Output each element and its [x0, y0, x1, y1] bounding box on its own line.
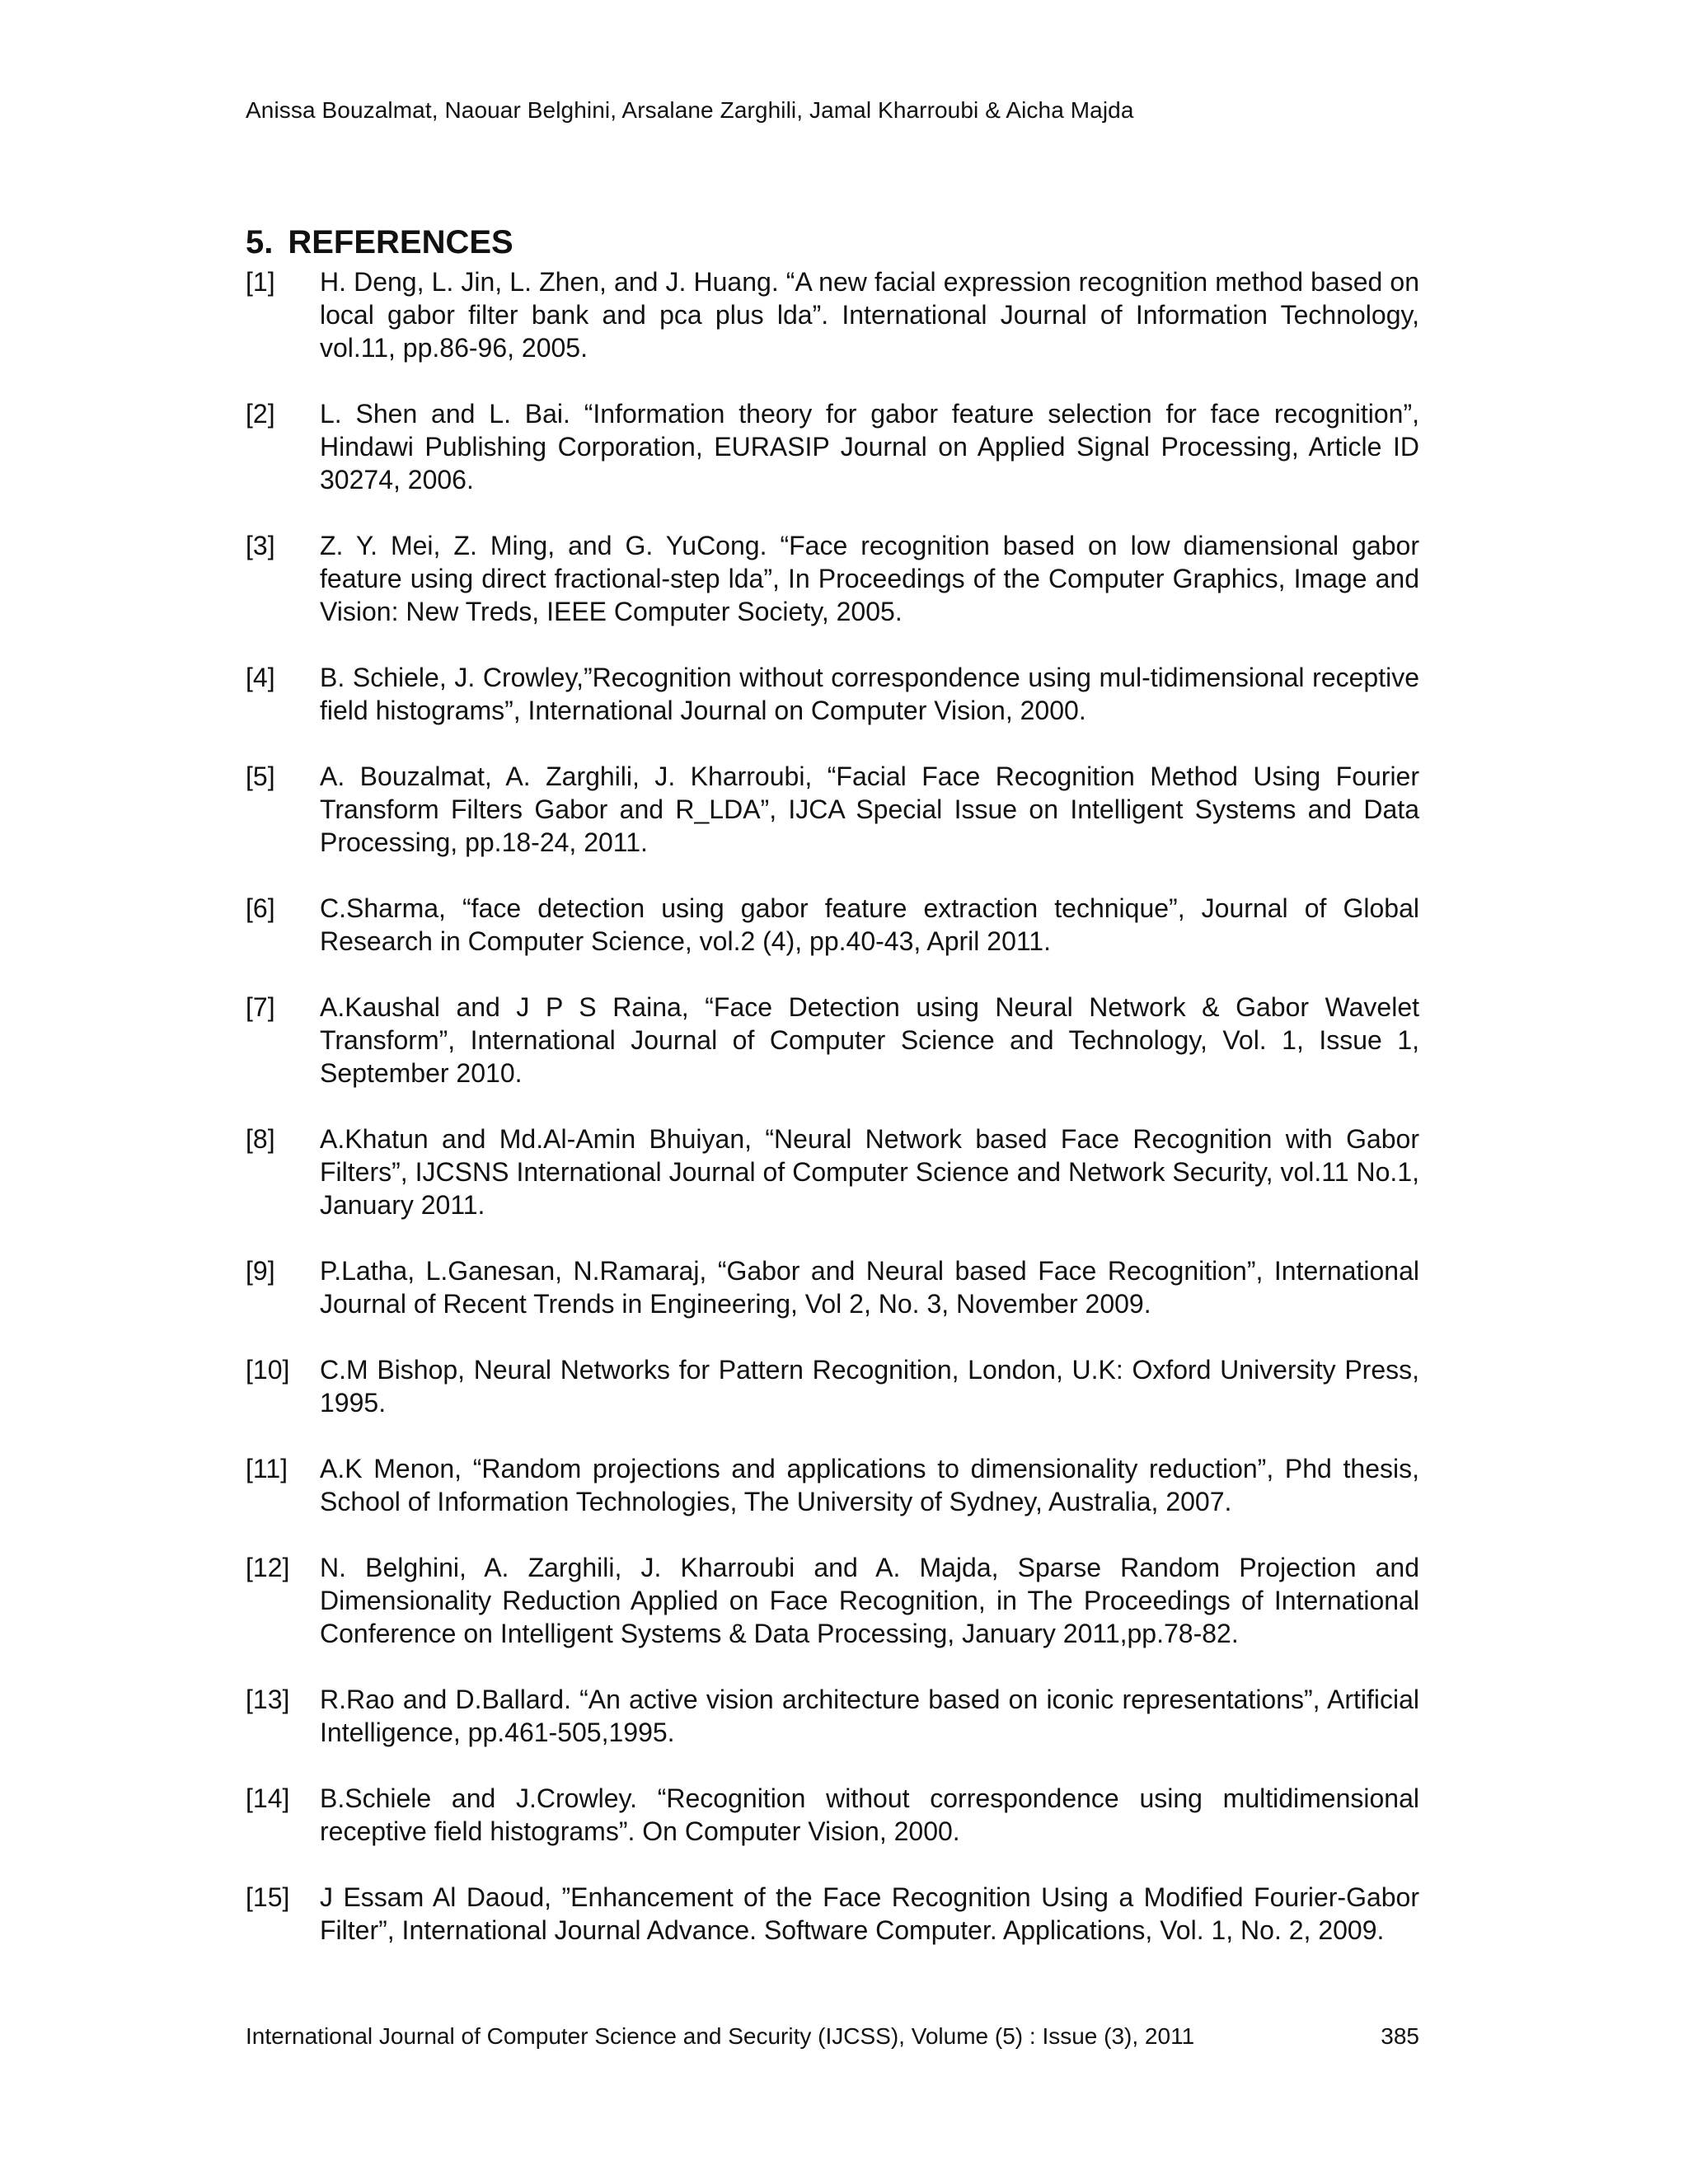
reference-item — [246, 1782, 1419, 1848]
reference-list — [246, 265, 1419, 1980]
reference-text: A. Bouzalmat, A. Zarghili, J. Kharroubi, “Facial Face Recognition Method Using Fourier Transform Filters Gabor and R_LDA”, IJCA Special Issue on Intelligent Systems and Data Processing, pp.18-24, 2011. — [320, 762, 1419, 857]
reference-number: [2] — [246, 399, 275, 429]
reference-number: [7] — [246, 992, 275, 1022]
reference-number: [11] — [246, 1454, 288, 1483]
reference-text: C.M Bishop, Neural Networks for Pattern Recognition, London, U.K: Oxford University Press, 1995. — [320, 1355, 1419, 1418]
reference-text: J Essam Al Daoud, ”Enhancement of the Face Recognition Using a Modified Fourier-Gabor Filter”, International Journal Advance. Software Computer. Applications, Vol. 1, No. 2, 2009. — [320, 1882, 1419, 1945]
reference-item — [246, 1881, 1419, 1947]
reference-item — [246, 760, 1419, 859]
section-title: REFERENCES — [288, 224, 513, 260]
reference-item — [246, 1122, 1419, 1221]
reference-item — [246, 991, 1419, 1090]
reference-item — [246, 1254, 1419, 1320]
running-header-authors: Anissa Bouzalmat, Naouar Belghini, Arsalane Zarghili, Jamal Kharroubi & Aicha Majda — [246, 97, 1134, 123]
reference-item — [246, 1353, 1419, 1419]
reference-number: [3] — [246, 531, 275, 560]
reference-item — [246, 1551, 1419, 1650]
reference-item — [246, 397, 1419, 496]
reference-text: R.Rao and D.Ballard. “An active vision architecture based on iconic representations”, Artificial Intelligence, pp.461-505,1995. — [320, 1685, 1419, 1747]
reference-item — [246, 661, 1419, 727]
reference-item — [246, 529, 1419, 628]
reference-number: [4] — [246, 663, 275, 692]
reference-number: [1] — [246, 267, 275, 297]
reference-number: [9] — [246, 1256, 275, 1286]
reference-number: [5] — [246, 762, 275, 791]
reference-item — [246, 265, 1419, 364]
reference-text: N. Belghini, A. Zarghili, J. Kharroubi and A. Majda, Sparse Random Projection and Dimensionality Reduction Applied on Face Recognition, in The Proceedings of International Conference on Intelligent Systems & Data Processing, January 2011,pp.78-82. — [320, 1553, 1419, 1648]
reference-text: H. Deng, L. Jin, L. Zhen, and J. Huang. “A new facial expression recognition method based on local gabor filter bank and pca plus lda”. International Journal of Information Technology, vol.11, pp.86-96, 2005. — [320, 267, 1419, 363]
section-number: 5. — [246, 224, 274, 260]
reference-number: [10] — [246, 1355, 290, 1385]
reference-item — [246, 1452, 1419, 1518]
reference-text: B.Schiele and J.Crowley. “Recognition without correspondence using multidimensional receptive field histograms”. On Computer Vision, 2000. — [320, 1783, 1419, 1846]
page-number: 385 — [1381, 2023, 1419, 2049]
reference-item — [246, 892, 1419, 958]
reference-number: [12] — [246, 1553, 290, 1582]
footer-journal-citation: International Journal of Computer Science and Security (IJCSS), Volume (5) : Issue (3), 2011 — [246, 2023, 1195, 2049]
reference-number: [8] — [246, 1124, 275, 1154]
reference-text: A.Khatun and Md.Al-Amin Bhuiyan, “Neural Network based Face Recognition with Gabor Filters”, IJCSNS International Journal of Computer Science and Network Security, vol.11 No.1, January 2011. — [320, 1124, 1419, 1220]
reference-text: P.Latha, L.Ganesan, N.Ramaraj, “Gabor and Neural based Face Recognition”, International Journal of Recent Trends in Engineering, Vol 2, No. 3, November 2009. — [320, 1256, 1419, 1319]
reference-text: C.Sharma, “face detection using gabor feature extraction technique”, Journal of Global Research in Computer Science, vol.2 (4), pp.40-43, April 2011. — [320, 893, 1419, 956]
reference-number: [6] — [246, 893, 275, 923]
reference-number: [13] — [246, 1685, 290, 1714]
reference-number: [15] — [246, 1882, 290, 1912]
reference-text: A.Kaushal and J P S Raina, “Face Detection using Neural Network & Gabor Wavelet Transform”, International Journal of Computer Science and Technology, Vol. 1, Issue 1, September 2010. — [320, 992, 1419, 1088]
reference-item — [246, 1683, 1419, 1749]
reference-text: Z. Y. Mei, Z. Ming, and G. YuCong. “Face recognition based on low diamensional gabor feature using direct fractional-step lda”, In Proceedings of the Computer Graphics, Image and Vision: New Treds, IEEE Computer Society, 2005. — [320, 531, 1419, 626]
reference-text: A.K Menon, “Random projections and applications to dimensionality reduction”, Phd thesis, School of Information Technologies, The University of Sydney, Australia, 2007. — [320, 1454, 1419, 1516]
reference-text: B. Schiele, J. Crowley,”Recognition without correspondence using mul-tidimensional receptive field histograms”, International Journal on Computer Vision, 2000. — [320, 663, 1419, 725]
section-heading — [246, 224, 513, 261]
reference-number: [14] — [246, 1783, 290, 1813]
reference-text: L. Shen and L. Bai. “Information theory for gabor feature selection for face recognition”, Hindawi Publishing Corporation, EURASIP Journal on Applied Signal Processing, Article ID 30274, 2006. — [320, 399, 1419, 494]
